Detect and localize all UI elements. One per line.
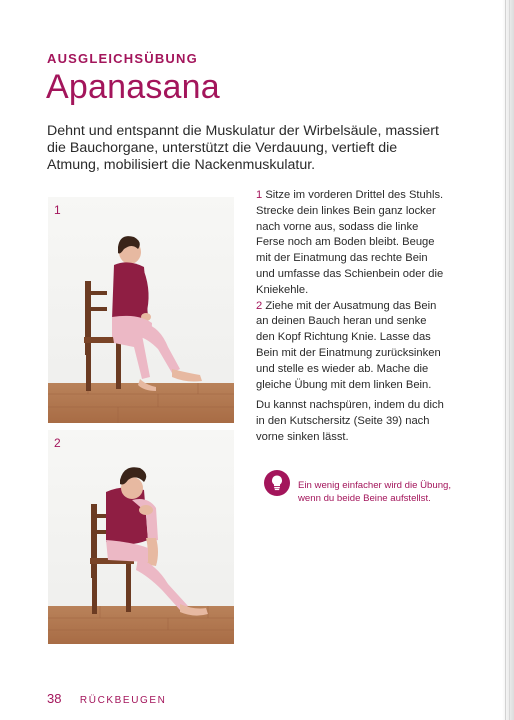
exercise-photo-1 <box>48 197 234 423</box>
section-kicker: AUSGLEICHSÜBUNG <box>47 51 198 66</box>
photo-1-illustration <box>48 197 234 423</box>
step-number: 2 <box>256 299 263 312</box>
intro-paragraph: Dehnt und entspannt die Muskulatur der Wirbelsäule, massiert die Bauchorgane, unterstützt die Verdauung, vertieft die Atmung, mobilisiert die Nackenmuskulatur. <box>47 123 439 173</box>
photo-number: 1 <box>54 203 61 217</box>
step-1 <box>256 188 446 299</box>
tip-text: Ein wenig einfacher wird die Übung, wenn du beide Beine aufstellst. <box>298 480 452 504</box>
photo-2-illustration <box>48 430 234 644</box>
exercise-photo-2 <box>48 430 234 644</box>
step-text: Sitze im vorderen Drittel des Stuhls. Strecke dein linkes Bein ganz locker nach vorne aus, sodass die linke Ferse noch am Boden bleibt. Beuge mit der Einatmung das rechte Bein und umfasse das Schienbein oder die Kniekehle. <box>256 189 444 296</box>
page-title: Apanasana <box>46 68 220 106</box>
extra-note: Du kannst nachspüren, indem du dich in den Kutschersitz (Seite 39) nach vorne sinken lässt. <box>256 399 444 443</box>
page-footer <box>47 690 167 708</box>
step-2 <box>256 299 446 394</box>
step-number: 1 <box>256 189 263 201</box>
lightbulb-icon <box>264 470 290 496</box>
page-edge <box>502 0 514 720</box>
instructions <box>256 188 446 446</box>
page-number: 38 <box>47 691 62 706</box>
photo-number: 2 <box>54 436 61 450</box>
step-text: Ziehe mit der Ausatmung das Bein an deinen Bauch heran und senke den Kopf Richtung Knie. Lasse das Bein mit der Einatmung zurücksinken und stelle es wieder ab. Mache die gleiche Übung mit dem linken Bein. <box>256 299 441 391</box>
chapter-name: RÜCKBEUGEN <box>79 695 167 706</box>
